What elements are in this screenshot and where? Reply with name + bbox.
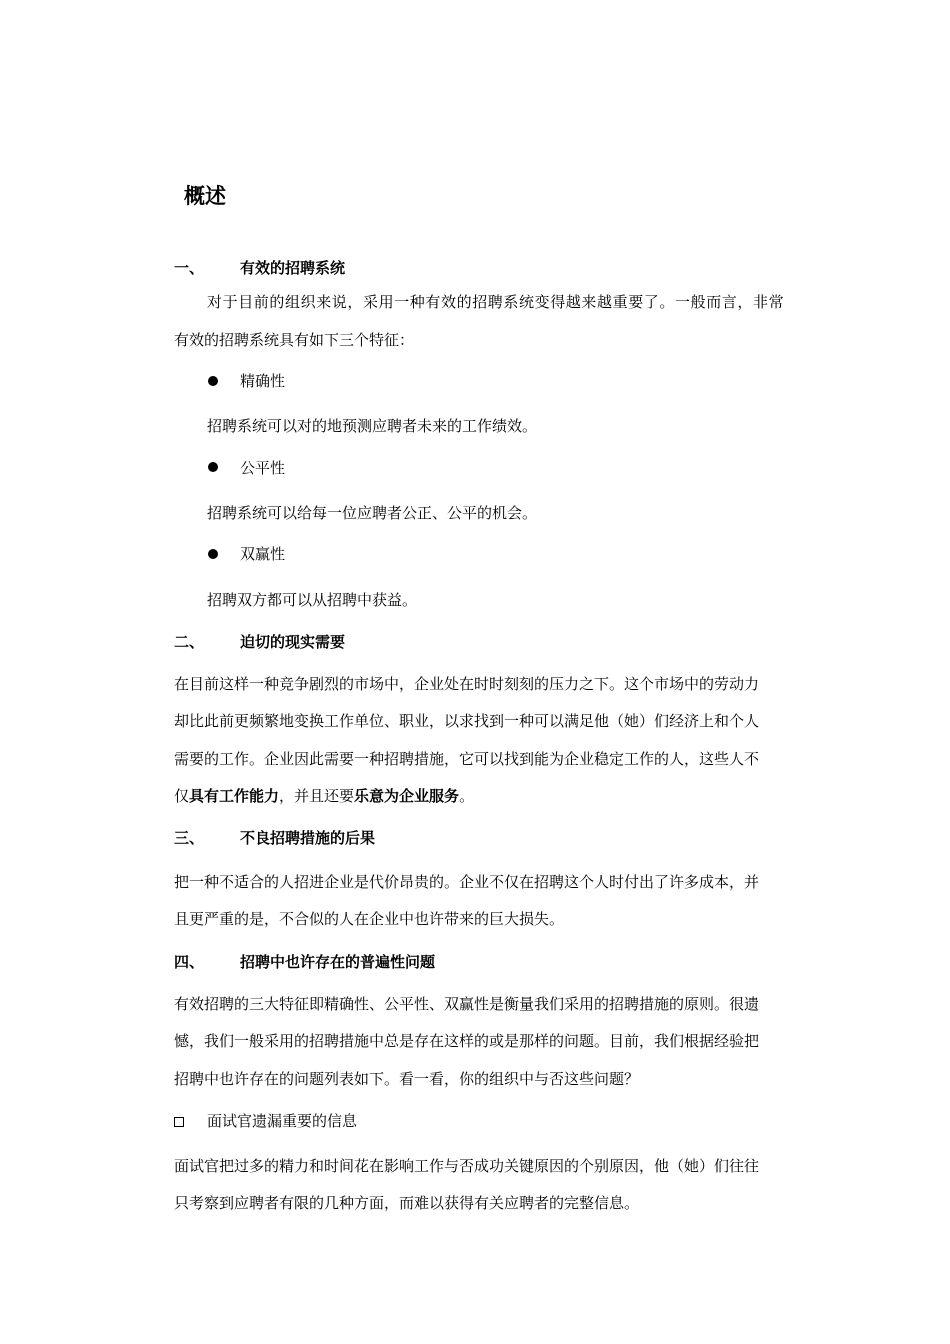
problem-1-line-1: 面试官把过多的精力和时间花在影响工作与否成功关键原因的个别原因，他（她）们往往 xyxy=(174,1157,760,1175)
section-2-line-3: 需要的工作。企业因此需要一种招聘措施，它可以找到能为企业稳定工作的人，这些人不 xyxy=(174,750,760,768)
emphasis-ability: 具有工作能力 xyxy=(189,787,280,805)
problem-1-label: 面试官遗漏重要的信息 xyxy=(207,1112,358,1130)
section-4-line-1: 有效招聘的三大特征即精确性、公平性、双赢性是衡量我们采用的招聘措施的原则。很遗 xyxy=(174,995,760,1013)
text-run: 。 xyxy=(459,787,475,805)
feature-2-description: 招聘系统可以给每一位应聘者公正、公平的机会。 xyxy=(207,504,538,522)
bullet-icon xyxy=(208,549,218,559)
checkbox-square-icon xyxy=(174,1117,184,1127)
section-1-paragraph-line-1: 对于目前的组织来说，采用一种有效的招聘系统变得越来越重要了。一般而言，非常 xyxy=(207,293,785,311)
section-3-number: 三、 xyxy=(174,829,205,847)
section-4-heading: 招聘中也许存在的普遍性问题 xyxy=(240,953,436,971)
problem-1-line-2: 只考察到应聘者有限的几种方面，而难以获得有关应聘者的完整信息。 xyxy=(174,1194,640,1212)
feature-2-label: 公平性 xyxy=(240,459,286,477)
section-3-line-2: 且更严重的是，不合似的人在企业中也许带来的巨大损失。 xyxy=(174,910,565,928)
feature-1-label: 精确性 xyxy=(240,372,286,390)
section-2-heading: 迫切的现实需要 xyxy=(240,633,346,651)
section-3-heading: 不良招聘措施的后果 xyxy=(240,829,376,847)
section-4-line-3: 招聘中也许存在的问题列表如下。看一看，你的组织中与否这些问题？ xyxy=(174,1070,640,1088)
feature-1-description: 招聘系统可以对的地预测应聘者未来的工作绩效。 xyxy=(207,417,538,435)
text-run: 仅 xyxy=(174,787,190,805)
section-1-paragraph-line-2: 有效的招聘系统具有如下三个特征： xyxy=(174,331,415,349)
section-4-number: 四、 xyxy=(174,953,205,971)
feature-3-description: 招聘双方都可以从招聘中获益。 xyxy=(207,591,418,609)
section-2-line-1: 在目前这样一种竞争剧烈的市场中，企业处在时时刻刻的压力之下。这个市场中的劳动力 xyxy=(174,675,760,693)
section-1-heading: 有效的招聘系统 xyxy=(240,259,346,277)
section-3-line-1: 把一种不适合的人招进企业是代价昂贵的。企业不仅在招聘这个人时付出了许多成本，并 xyxy=(174,873,760,891)
page-title: 概述 xyxy=(184,184,226,208)
section-4-line-2: 憾，我们一般采用的招聘措施中总是存在这样的或是那样的问题。目前，我们根据经验把 xyxy=(174,1032,760,1050)
bullet-icon xyxy=(208,376,218,386)
section-2-line-4 xyxy=(174,786,474,806)
bullet-icon xyxy=(208,462,218,472)
section-2-number: 二、 xyxy=(174,633,205,651)
section-2-line-2: 却比此前更频繁地变换工作单位、职业，以求找到一种可以满足他（她）们经济上和个人 xyxy=(174,712,760,730)
section-1-number: 一、 xyxy=(174,259,205,277)
feature-3-label: 双赢性 xyxy=(240,545,286,563)
emphasis-willing: 乐意为企业服务 xyxy=(354,787,460,805)
text-run: ，并且还要 xyxy=(279,787,355,805)
